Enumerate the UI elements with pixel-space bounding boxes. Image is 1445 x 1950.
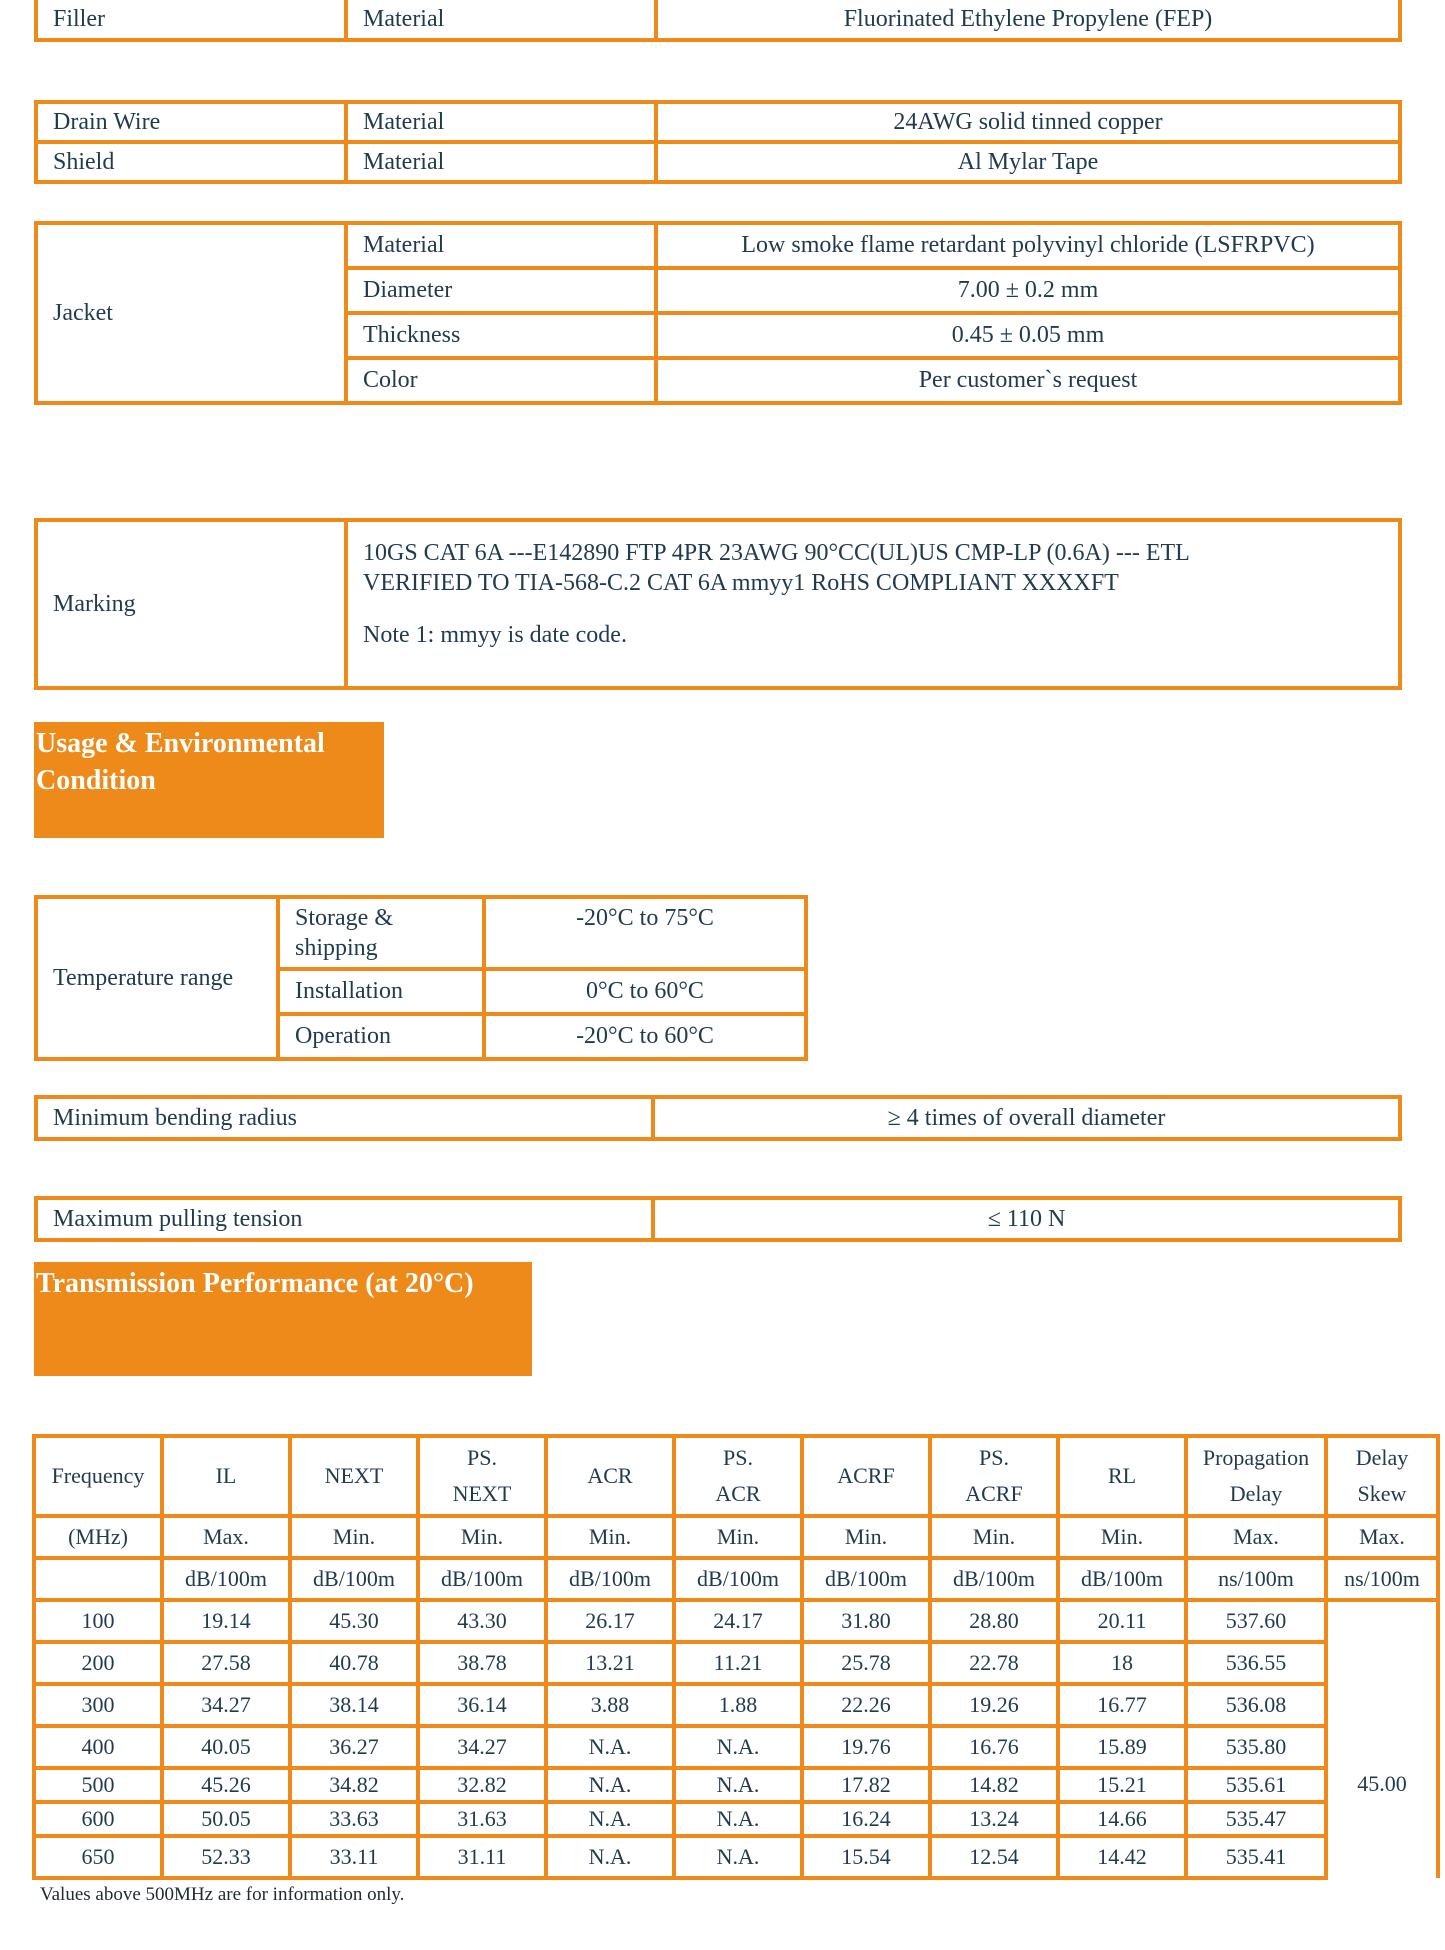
perf-limit-ps-acrf: Min. [930,1516,1058,1558]
cell-il: 45.26 [162,1768,290,1802]
header-delay-skew-line-1: Delay [1355,1445,1409,1470]
cell-next: 38.14 [290,1684,418,1726]
cell-il: 50.05 [162,1802,290,1836]
marking-line-2: VERIFIED TO TIA-568-C.2 CAT 6A mmyy1 RoHS COMPLIANT XXXXFT [363,570,1119,596]
cell-next: 34.82 [290,1768,418,1802]
cell-ps-acr: 11.21 [674,1642,802,1684]
filler-value: Fluorinated Ethylene Propylene (FEP) [656,0,1400,40]
header-rl: RL [1058,1436,1186,1516]
filler-prop: Material [346,0,656,40]
cell-next: 33.11 [290,1836,418,1878]
perf-header-row [34,1436,1438,1516]
perf-unit-ps-acr: dB/100m [674,1558,802,1600]
temperature-table [34,895,808,1061]
bending-table [34,1095,1402,1141]
shield-prop: Material [346,142,656,182]
cell-ps-acrf: 22.78 [930,1642,1058,1684]
cell-ps-acrf: 13.24 [930,1802,1058,1836]
jacket-material-prop: Material [346,223,656,268]
operation-value: -20°C to 60°C [484,1014,806,1059]
perf-unit-row [34,1558,1438,1600]
perf-unit-delay-skew: ns/100m [1326,1558,1438,1600]
drain-shield-table [34,100,1402,184]
cell-ps-next: 38.78 [418,1642,546,1684]
perf-limit-frequency: (MHz) [34,1516,162,1558]
cell-acrf: 25.78 [802,1642,930,1684]
cell-ps-acrf: 16.76 [930,1726,1058,1768]
perf-data-row [34,1726,1438,1768]
usage-environmental-banner [34,722,384,838]
usage-banner-line-2: Condition [36,765,156,796]
cell-propagation-delay: 536.55 [1186,1642,1326,1684]
cell-ps-next: 43.30 [418,1600,546,1642]
installation-value: 0°C to 60°C [484,969,806,1014]
cell-propagation-delay: 535.41 [1186,1836,1326,1878]
jacket-table [34,221,1402,405]
shield-value: Al Mylar Tape [656,142,1400,182]
pulling-table [34,1196,1402,1242]
cell-acr: N.A. [546,1726,674,1768]
perf-limit-delay-skew: Max. [1326,1516,1438,1558]
cell-frequency: 100 [34,1600,162,1642]
perf-limit-propagation-delay: Max. [1186,1516,1326,1558]
cell-rl: 16.77 [1058,1684,1186,1726]
header-propagation-delay [1186,1436,1326,1516]
shield-label: Shield [36,142,346,182]
cell-acrf: 16.24 [802,1802,930,1836]
perf-data-row [34,1600,1438,1642]
cell-propagation-delay: 535.80 [1186,1726,1326,1768]
cell-rl: 15.21 [1058,1768,1186,1802]
perf-unit-acr: dB/100m [546,1558,674,1600]
cell-ps-acr: 1.88 [674,1684,802,1726]
cell-acrf: 17.82 [802,1768,930,1802]
header-il: IL [162,1436,290,1516]
perf-unit-next: dB/100m [290,1558,418,1600]
cell-propagation-delay: 537.60 [1186,1600,1326,1642]
drain-wire-prop: Material [346,102,656,142]
cell-ps-acrf: 12.54 [930,1836,1058,1878]
cell-ps-next: 31.11 [418,1836,546,1878]
perf-limit-ps-acr: Min. [674,1516,802,1558]
header-delay-skew-line-2: Skew [1357,1481,1407,1506]
header-ps-acr [674,1436,802,1516]
perf-unit-il: dB/100m [162,1558,290,1600]
cell-next: 33.63 [290,1802,418,1836]
cell-ps-acr: N.A. [674,1726,802,1768]
cell-ps-next: 34.27 [418,1726,546,1768]
cell-frequency: 650 [34,1836,162,1878]
filler-table [34,0,1402,42]
perf-unit-ps-acrf: dB/100m [930,1558,1058,1600]
perf-limit-next: Min. [290,1516,418,1558]
jacket-color-value: Per customer`s request [656,358,1400,403]
header-ps-acr-line-2: ACR [715,1481,761,1506]
header-delay-skew [1326,1436,1438,1516]
cell-ps-next: 32.82 [418,1768,546,1802]
perf-limit-rl: Min. [1058,1516,1186,1558]
cell-propagation-delay: 535.61 [1186,1768,1326,1802]
marking-note: Note 1: mmyy is date code. [363,622,627,648]
bending-value: ≥ 4 times of overall diameter [653,1097,1400,1139]
jacket-diameter-prop: Diameter [346,268,656,313]
cell-il: 19.14 [162,1600,290,1642]
storage-prop-line-2: shipping [295,935,378,961]
cell-acrf: 22.26 [802,1684,930,1726]
cell-il: 40.05 [162,1726,290,1768]
header-ps-acrf-line-1: PS. [979,1445,1009,1470]
perf-unit-ps-next: dB/100m [418,1558,546,1600]
cell-delay-skew: 45.00 [1326,1600,1438,1878]
marking-content [346,520,1400,688]
cell-ps-next: 36.14 [418,1684,546,1726]
cell-ps-acrf: 14.82 [930,1768,1058,1802]
perf-limit-acrf: Min. [802,1516,930,1558]
header-ps-acrf-line-2: ACRF [965,1481,1023,1506]
cell-acr: N.A. [546,1836,674,1878]
cell-il: 34.27 [162,1684,290,1726]
transmission-banner-title: Transmission Performance (at 20°C) [36,1268,474,1299]
marking-label: Marking [36,520,346,688]
header-ps-next-line-2: NEXT [452,1481,512,1506]
cell-il: 27.58 [162,1642,290,1684]
cell-ps-acrf: 19.26 [930,1684,1058,1726]
storage-prop [278,897,484,969]
perf-data-row [34,1802,1438,1836]
marking-table [34,518,1402,690]
jacket-material-value: Low smoke flame retardant polyvinyl chloride (LSFRPVC) [656,223,1400,268]
perf-unit-propagation-delay: ns/100m [1186,1558,1326,1600]
cell-frequency: 500 [34,1768,162,1802]
header-acrf: ACRF [802,1436,930,1516]
cell-acr: 26.17 [546,1600,674,1642]
cell-acrf: 19.76 [802,1726,930,1768]
cell-ps-acr: N.A. [674,1836,802,1878]
perf-limit-acr: Min. [546,1516,674,1558]
cell-next: 45.30 [290,1600,418,1642]
cell-frequency: 200 [34,1642,162,1684]
cell-next: 40.78 [290,1642,418,1684]
footnote: Values above 500MHz are for information only. [40,1884,405,1905]
cell-acrf: 15.54 [802,1836,930,1878]
cell-rl: 20.11 [1058,1600,1186,1642]
perf-unit-frequency [34,1558,162,1600]
cell-ps-acr: N.A. [674,1768,802,1802]
perf-limit-il: Max. [162,1516,290,1558]
cell-rl: 14.42 [1058,1836,1186,1878]
cell-rl: 18 [1058,1642,1186,1684]
temperature-label: Temperature range [36,897,278,1059]
drain-wire-label: Drain Wire [36,102,346,142]
cell-il: 52.33 [162,1836,290,1878]
header-next: NEXT [290,1436,418,1516]
cell-acr: N.A. [546,1768,674,1802]
cell-rl: 14.66 [1058,1802,1186,1836]
perf-unit-acrf: dB/100m [802,1558,930,1600]
installation-prop: Installation [278,969,484,1014]
bending-label: Minimum bending radius [36,1097,653,1139]
perf-data-row [34,1642,1438,1684]
drain-wire-value: 24AWG solid tinned copper [656,102,1400,142]
header-acr: ACR [546,1436,674,1516]
cell-frequency: 400 [34,1726,162,1768]
perf-data-row [34,1768,1438,1802]
header-ps-acr-line-1: PS. [723,1445,753,1470]
jacket-label: Jacket [36,223,346,403]
jacket-diameter-value: 7.00 ± 0.2 mm [656,268,1400,313]
header-ps-acrf [930,1436,1058,1516]
jacket-thickness-value: 0.45 ± 0.05 mm [656,313,1400,358]
jacket-thickness-prop: Thickness [346,313,656,358]
perf-data-row [34,1684,1438,1726]
cell-frequency: 300 [34,1684,162,1726]
header-propagation-delay-line-2: Delay [1229,1481,1283,1506]
header-frequency: Frequency [34,1436,162,1516]
cell-acr: 3.88 [546,1684,674,1726]
filler-label: Filler [36,0,346,40]
perf-unit-rl: dB/100m [1058,1558,1186,1600]
cell-acrf: 31.80 [802,1600,930,1642]
perf-limit-ps-next: Min. [418,1516,546,1558]
storage-prop-line-1: Storage & [295,905,393,931]
header-ps-next-line-1: PS. [467,1445,497,1470]
storage-value: -20°C to 75°C [484,897,806,969]
cell-propagation-delay: 536.08 [1186,1684,1326,1726]
cell-frequency: 600 [34,1802,162,1836]
usage-banner-line-1: Usage & Environmental [36,728,325,759]
header-propagation-delay-line-1: Propagation [1202,1445,1310,1470]
cell-propagation-delay: 535.47 [1186,1802,1326,1836]
perf-data-row [34,1836,1438,1878]
performance-table [32,1434,1440,1880]
perf-limit-row [34,1516,1438,1558]
pulling-label: Maximum pulling tension [36,1198,653,1240]
cell-ps-acr: 24.17 [674,1600,802,1642]
cell-ps-next: 31.63 [418,1802,546,1836]
cell-ps-acrf: 28.80 [930,1600,1058,1642]
cell-next: 36.27 [290,1726,418,1768]
jacket-color-prop: Color [346,358,656,403]
pulling-value: ≤ 110 N [653,1198,1400,1240]
operation-prop: Operation [278,1014,484,1059]
cell-ps-acr: N.A. [674,1802,802,1836]
marking-line-1: 10GS CAT 6A ---E142890 FTP 4PR 23AWG 90°CC(UL)US CMP-LP (0.6A) --- ETL [363,540,1190,566]
cell-acr: N.A. [546,1802,674,1836]
cell-acr: 13.21 [546,1642,674,1684]
cell-rl: 15.89 [1058,1726,1186,1768]
header-ps-next [418,1436,546,1516]
transmission-banner [34,1262,532,1376]
